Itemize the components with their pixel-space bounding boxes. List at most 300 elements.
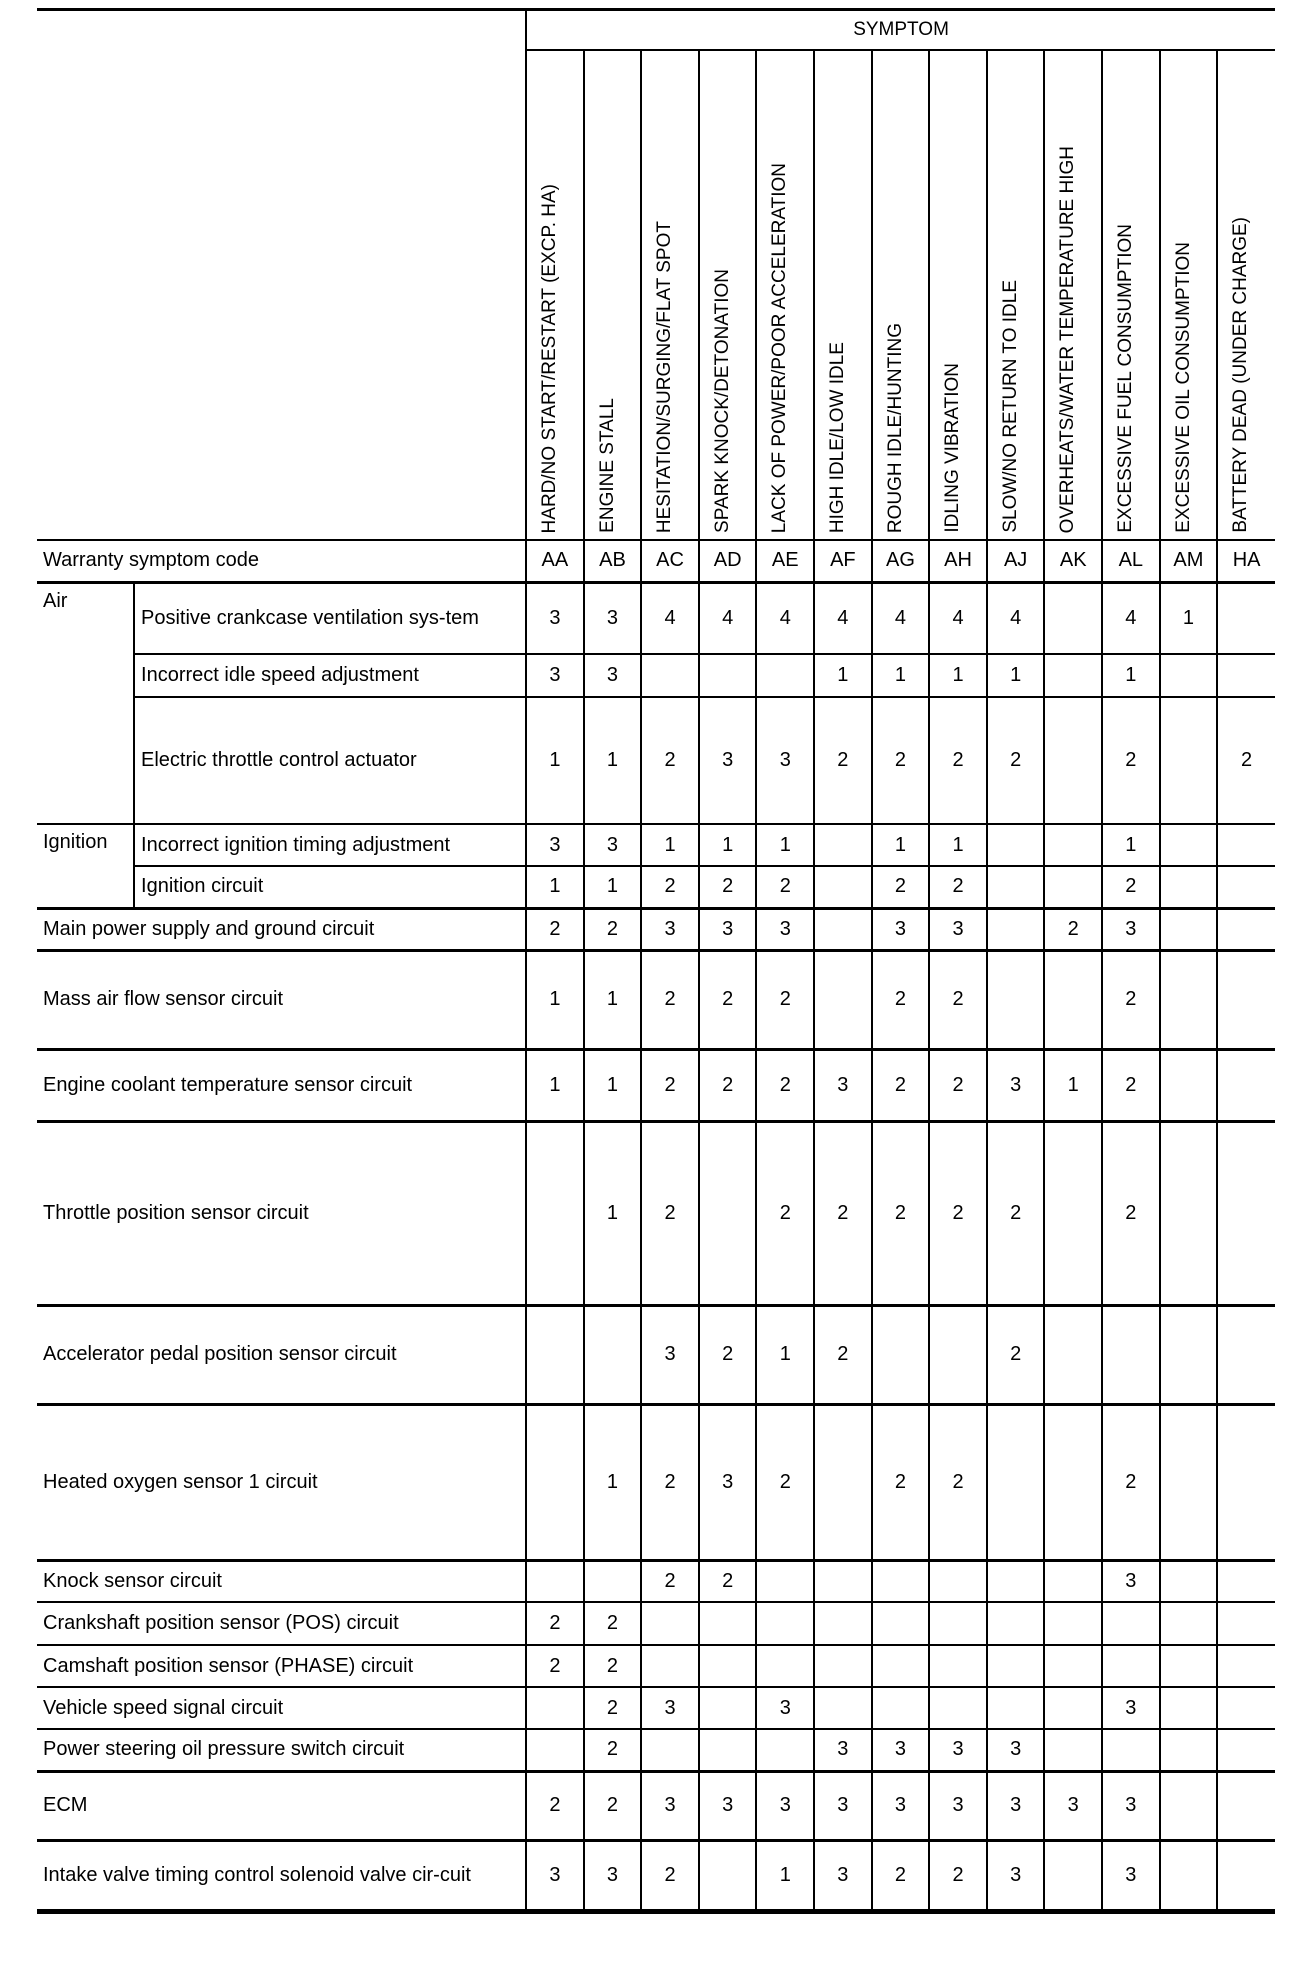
priority-cell: 4 bbox=[814, 582, 872, 654]
priority-cell: 2 bbox=[584, 1687, 642, 1729]
priority-cell: 3 bbox=[872, 1771, 930, 1840]
priority-cell: 2 bbox=[641, 866, 699, 908]
symptom-code: AG bbox=[872, 540, 930, 582]
priority-cell: 4 bbox=[929, 582, 987, 654]
priority-cell bbox=[1217, 824, 1275, 866]
priority-cell: 3 bbox=[526, 582, 584, 654]
priority-cell: 2 bbox=[584, 1602, 642, 1645]
item-label: Incorrect idle speed adjustment bbox=[134, 654, 526, 697]
item-label: Crankshaft position sensor (POS) circuit bbox=[37, 1602, 526, 1645]
table-row bbox=[37, 1840, 1275, 1911]
priority-cell: 3 bbox=[929, 908, 987, 950]
priority-cell bbox=[1102, 1729, 1160, 1771]
item-label: Incorrect ignition timing adjustment bbox=[134, 824, 526, 866]
table-row bbox=[37, 908, 1275, 950]
symptom-column-header bbox=[814, 50, 872, 540]
warranty-code-label: Warranty symptom code bbox=[37, 540, 526, 582]
priority-cell: 1 bbox=[929, 654, 987, 697]
priority-cell: 2 bbox=[872, 866, 930, 908]
priority-cell: 2 bbox=[987, 697, 1045, 824]
priority-cell bbox=[699, 1602, 757, 1645]
priority-cell bbox=[526, 1305, 584, 1404]
priority-cell: 2 bbox=[1044, 908, 1102, 950]
symptom-column-header bbox=[1160, 50, 1218, 540]
priority-cell: 2 bbox=[1102, 1049, 1160, 1121]
table-row bbox=[37, 950, 1275, 1049]
priority-cell: 4 bbox=[641, 582, 699, 654]
priority-cell: 3 bbox=[756, 1771, 814, 1840]
priority-cell bbox=[987, 1602, 1045, 1645]
priority-cell bbox=[814, 1602, 872, 1645]
priority-cell: 2 bbox=[814, 1305, 872, 1404]
item-label: Power steering oil pressure switch circuit bbox=[37, 1729, 526, 1771]
priority-cell bbox=[1217, 1729, 1275, 1771]
priority-cell: 3 bbox=[929, 1729, 987, 1771]
priority-cell: 3 bbox=[1102, 908, 1160, 950]
priority-cell: 2 bbox=[756, 866, 814, 908]
symptom-label: IDLING VIBRATION bbox=[942, 363, 964, 533]
priority-cell bbox=[1044, 1602, 1102, 1645]
symptom-label: BATTERY DEAD (UNDER CHARGE) bbox=[1230, 217, 1252, 533]
priority-cell: 2 bbox=[584, 1645, 642, 1687]
symptom-code: AM bbox=[1160, 540, 1218, 582]
priority-cell bbox=[756, 1729, 814, 1771]
priority-cell: 4 bbox=[872, 582, 930, 654]
priority-cell: 2 bbox=[756, 1121, 814, 1305]
table-row bbox=[37, 866, 1275, 908]
priority-cell bbox=[987, 950, 1045, 1049]
priority-cell: 2 bbox=[526, 1602, 584, 1645]
priority-cell bbox=[872, 1645, 930, 1687]
priority-cell bbox=[872, 1602, 930, 1645]
priority-cell: 1 bbox=[1102, 824, 1160, 866]
item-label: Main power supply and ground circuit bbox=[37, 908, 526, 950]
item-label: Vehicle speed signal circuit bbox=[37, 1687, 526, 1729]
priority-cell: 3 bbox=[641, 1305, 699, 1404]
priority-cell: 1 bbox=[756, 1305, 814, 1404]
symptom-column-header bbox=[756, 50, 814, 540]
item-label: Throttle position sensor circuit bbox=[37, 1121, 526, 1305]
priority-cell bbox=[1217, 1121, 1275, 1305]
priority-cell bbox=[1217, 1404, 1275, 1560]
symptom-label: LACK OF POWER/POOR ACCELERATION bbox=[769, 162, 791, 533]
priority-cell bbox=[1044, 654, 1102, 697]
priority-cell: 2 bbox=[1102, 950, 1160, 1049]
priority-cell: 2 bbox=[1102, 697, 1160, 824]
symptom-column-header bbox=[526, 50, 584, 540]
priority-cell bbox=[699, 654, 757, 697]
table-row bbox=[37, 1560, 1275, 1602]
symptom-label: HIGH IDLE/LOW IDLE bbox=[827, 341, 849, 533]
priority-cell bbox=[1160, 697, 1218, 824]
priority-cell bbox=[584, 1560, 642, 1602]
priority-cell bbox=[1044, 1645, 1102, 1687]
priority-cell bbox=[1160, 866, 1218, 908]
priority-cell bbox=[872, 1687, 930, 1729]
priority-cell bbox=[641, 1602, 699, 1645]
priority-cell: 1 bbox=[641, 824, 699, 866]
symptom-column-header bbox=[584, 50, 642, 540]
priority-cell: 3 bbox=[584, 1840, 642, 1911]
priority-cell bbox=[584, 1305, 642, 1404]
priority-cell: 2 bbox=[641, 1840, 699, 1911]
priority-cell bbox=[1160, 654, 1218, 697]
priority-cell: 3 bbox=[756, 908, 814, 950]
table-row bbox=[37, 1687, 1275, 1729]
symptom-label: HARD/NO START/RESTART (EXCP. HA) bbox=[539, 183, 561, 533]
priority-cell bbox=[1217, 866, 1275, 908]
priority-cell: 3 bbox=[641, 1687, 699, 1729]
priority-cell bbox=[1160, 1687, 1218, 1729]
priority-cell: 3 bbox=[1044, 1771, 1102, 1840]
item-label: Camshaft position sensor (PHASE) circuit bbox=[37, 1645, 526, 1687]
priority-cell bbox=[1160, 1404, 1218, 1560]
priority-cell bbox=[1044, 1729, 1102, 1771]
priority-cell: 2 bbox=[814, 1121, 872, 1305]
priority-cell bbox=[641, 1729, 699, 1771]
priority-cell bbox=[814, 950, 872, 1049]
priority-cell bbox=[1044, 1560, 1102, 1602]
priority-cell bbox=[1044, 582, 1102, 654]
priority-cell: 2 bbox=[929, 1404, 987, 1560]
priority-cell: 4 bbox=[987, 582, 1045, 654]
symptom-code: AF bbox=[814, 540, 872, 582]
priority-cell bbox=[987, 824, 1045, 866]
priority-cell bbox=[526, 1404, 584, 1560]
table-row bbox=[37, 697, 1275, 824]
priority-cell: 1 bbox=[929, 824, 987, 866]
priority-cell: 3 bbox=[699, 1404, 757, 1560]
item-label: Heated oxygen sensor 1 circuit bbox=[37, 1404, 526, 1560]
priority-cell: 1 bbox=[584, 950, 642, 1049]
item-label: Electric throttle control actuator bbox=[134, 697, 526, 824]
priority-cell: 1 bbox=[584, 697, 642, 824]
priority-cell: 3 bbox=[699, 1771, 757, 1840]
priority-cell bbox=[526, 1121, 584, 1305]
priority-cell bbox=[1217, 1305, 1275, 1404]
priority-cell bbox=[1217, 1602, 1275, 1645]
symptom-column-header bbox=[641, 50, 699, 540]
symptom-column-header bbox=[699, 50, 757, 540]
priority-cell: 3 bbox=[814, 1049, 872, 1121]
symptom-column-header bbox=[1044, 50, 1102, 540]
priority-cell bbox=[756, 1560, 814, 1602]
priority-cell: 3 bbox=[526, 824, 584, 866]
priority-cell: 2 bbox=[526, 1771, 584, 1840]
item-label: Knock sensor circuit bbox=[37, 1560, 526, 1602]
priority-cell: 2 bbox=[872, 1840, 930, 1911]
priority-cell: 1 bbox=[1044, 1049, 1102, 1121]
priority-cell bbox=[1102, 1602, 1160, 1645]
symptom-label: EXCESSIVE FUEL CONSUMPTION bbox=[1115, 224, 1137, 533]
table-row bbox=[37, 1602, 1275, 1645]
priority-cell bbox=[1217, 1560, 1275, 1602]
priority-cell bbox=[987, 1687, 1045, 1729]
symptom-code: AJ bbox=[987, 540, 1045, 582]
priority-cell bbox=[929, 1687, 987, 1729]
item-label: Intake valve timing control solenoid valve cir-cuit bbox=[37, 1840, 526, 1911]
symptom-label: ROUGH IDLE/HUNTING bbox=[884, 322, 906, 533]
priority-cell bbox=[987, 1645, 1045, 1687]
priority-cell: 1 bbox=[584, 1049, 642, 1121]
priority-cell: 2 bbox=[929, 1840, 987, 1911]
priority-cell: 3 bbox=[641, 1771, 699, 1840]
priority-cell bbox=[814, 866, 872, 908]
priority-cell: 2 bbox=[526, 1645, 584, 1687]
priority-cell: 2 bbox=[872, 950, 930, 1049]
symptom-title: SYMPTOM bbox=[526, 10, 1275, 51]
priority-cell: 2 bbox=[987, 1305, 1045, 1404]
table-row bbox=[37, 1049, 1275, 1121]
table-row bbox=[37, 1771, 1275, 1840]
priority-cell: 2 bbox=[1217, 697, 1275, 824]
priority-cell bbox=[526, 1560, 584, 1602]
symptom-label: ENGINE STALL bbox=[596, 398, 618, 533]
priority-cell bbox=[526, 1729, 584, 1771]
priority-cell: 2 bbox=[699, 1049, 757, 1121]
priority-cell: 1 bbox=[814, 654, 872, 697]
priority-cell: 3 bbox=[987, 1771, 1045, 1840]
priority-cell: 1 bbox=[526, 950, 584, 1049]
priority-cell: 2 bbox=[872, 1121, 930, 1305]
priority-cell bbox=[987, 866, 1045, 908]
priority-cell bbox=[1160, 1602, 1218, 1645]
table-row bbox=[37, 1729, 1275, 1771]
priority-cell bbox=[699, 1645, 757, 1687]
table-row bbox=[37, 654, 1275, 697]
priority-cell bbox=[987, 1404, 1045, 1560]
symptom-column-header bbox=[872, 50, 930, 540]
priority-cell: 3 bbox=[699, 697, 757, 824]
priority-cell: 3 bbox=[987, 1840, 1045, 1911]
priority-cell: 2 bbox=[1102, 1121, 1160, 1305]
priority-cell bbox=[1160, 1771, 1218, 1840]
priority-cell: 2 bbox=[641, 1121, 699, 1305]
table-row bbox=[37, 1645, 1275, 1687]
priority-cell: 1 bbox=[872, 824, 930, 866]
priority-cell bbox=[929, 1560, 987, 1602]
priority-cell bbox=[814, 1645, 872, 1687]
priority-cell bbox=[814, 824, 872, 866]
priority-cell bbox=[1160, 1729, 1218, 1771]
priority-cell: 2 bbox=[756, 1049, 814, 1121]
priority-cell bbox=[1217, 582, 1275, 654]
priority-cell: 3 bbox=[584, 824, 642, 866]
priority-cell: 2 bbox=[872, 697, 930, 824]
priority-cell: 3 bbox=[872, 908, 930, 950]
priority-cell bbox=[814, 1560, 872, 1602]
item-label: Positive crankcase ventilation sys-tem bbox=[134, 582, 526, 654]
priority-cell: 3 bbox=[699, 908, 757, 950]
header-corner bbox=[37, 10, 526, 541]
priority-cell: 4 bbox=[756, 582, 814, 654]
priority-cell: 4 bbox=[699, 582, 757, 654]
priority-cell: 1 bbox=[584, 1404, 642, 1560]
priority-cell bbox=[1160, 824, 1218, 866]
priority-cell bbox=[756, 654, 814, 697]
priority-cell: 2 bbox=[1102, 1404, 1160, 1560]
symptom-label: SPARK KNOCK/DETONATION bbox=[711, 269, 733, 533]
priority-cell: 3 bbox=[1102, 1840, 1160, 1911]
priority-cell bbox=[1044, 697, 1102, 824]
symptom-column-header bbox=[987, 50, 1045, 540]
priority-cell: 2 bbox=[1102, 866, 1160, 908]
priority-cell bbox=[1160, 1645, 1218, 1687]
priority-cell: 2 bbox=[987, 1121, 1045, 1305]
priority-cell: 2 bbox=[929, 950, 987, 1049]
symptom-code: AC bbox=[641, 540, 699, 582]
priority-cell: 3 bbox=[584, 582, 642, 654]
table-row bbox=[37, 1305, 1275, 1404]
symptom-code: AL bbox=[1102, 540, 1160, 582]
table-row bbox=[37, 582, 1275, 654]
symptom-column-header bbox=[929, 50, 987, 540]
priority-cell: 1 bbox=[526, 697, 584, 824]
priority-cell: 2 bbox=[526, 908, 584, 950]
priority-cell bbox=[1160, 1121, 1218, 1305]
priority-cell bbox=[699, 1729, 757, 1771]
priority-cell bbox=[699, 1840, 757, 1911]
priority-cell bbox=[699, 1121, 757, 1305]
priority-cell: 1 bbox=[872, 654, 930, 697]
symptom-code: AH bbox=[929, 540, 987, 582]
priority-cell bbox=[1044, 950, 1102, 1049]
symptom-code: AA bbox=[526, 540, 584, 582]
priority-cell: 2 bbox=[814, 697, 872, 824]
priority-cell bbox=[872, 1560, 930, 1602]
priority-cell: 1 bbox=[1160, 582, 1218, 654]
priority-cell: 3 bbox=[526, 654, 584, 697]
priority-cell bbox=[1044, 866, 1102, 908]
priority-cell: 2 bbox=[584, 1771, 642, 1840]
table-row bbox=[37, 824, 1275, 866]
priority-cell: 2 bbox=[641, 1404, 699, 1560]
priority-cell: 1 bbox=[526, 866, 584, 908]
priority-cell bbox=[699, 1687, 757, 1729]
priority-cell: 3 bbox=[1102, 1560, 1160, 1602]
priority-cell bbox=[872, 1305, 930, 1404]
priority-cell: 1 bbox=[526, 1049, 584, 1121]
priority-cell bbox=[641, 1645, 699, 1687]
priority-cell: 2 bbox=[641, 1049, 699, 1121]
symptom-code: AD bbox=[699, 540, 757, 582]
priority-cell: 2 bbox=[699, 1305, 757, 1404]
symptom-column-header bbox=[1217, 50, 1275, 540]
symptom-code: HA bbox=[1217, 540, 1275, 582]
priority-cell: 3 bbox=[1102, 1687, 1160, 1729]
priority-cell: 3 bbox=[1102, 1771, 1160, 1840]
priority-cell bbox=[1217, 1645, 1275, 1687]
symptom-diagnosis-table bbox=[37, 8, 1275, 1914]
priority-cell bbox=[1044, 824, 1102, 866]
priority-cell: 2 bbox=[641, 697, 699, 824]
priority-cell: 3 bbox=[756, 697, 814, 824]
priority-cell: 2 bbox=[756, 1404, 814, 1560]
priority-cell: 3 bbox=[929, 1771, 987, 1840]
priority-cell: 2 bbox=[929, 866, 987, 908]
priority-cell: 1 bbox=[1102, 654, 1160, 697]
item-label: ECM bbox=[37, 1771, 526, 1840]
group-label: Ignition bbox=[37, 824, 134, 908]
priority-cell: 3 bbox=[987, 1729, 1045, 1771]
priority-cell bbox=[987, 908, 1045, 950]
priority-cell bbox=[1160, 1560, 1218, 1602]
priority-cell bbox=[1217, 1687, 1275, 1729]
priority-cell: 1 bbox=[699, 824, 757, 866]
priority-cell: 2 bbox=[584, 908, 642, 950]
priority-cell: 2 bbox=[641, 1560, 699, 1602]
priority-cell: 3 bbox=[814, 1840, 872, 1911]
priority-cell: 2 bbox=[929, 1121, 987, 1305]
priority-cell bbox=[1160, 1049, 1218, 1121]
item-label: Mass air flow sensor circuit bbox=[37, 950, 526, 1049]
priority-cell: 3 bbox=[814, 1771, 872, 1840]
priority-cell: 1 bbox=[584, 866, 642, 908]
priority-cell bbox=[1160, 1305, 1218, 1404]
priority-cell bbox=[929, 1602, 987, 1645]
group-label: Air bbox=[37, 582, 134, 824]
priority-cell bbox=[526, 1687, 584, 1729]
priority-cell bbox=[814, 1687, 872, 1729]
priority-cell bbox=[756, 1602, 814, 1645]
priority-cell bbox=[1217, 654, 1275, 697]
priority-cell bbox=[1044, 1121, 1102, 1305]
priority-cell bbox=[756, 1645, 814, 1687]
priority-cell bbox=[1160, 950, 1218, 1049]
priority-cell bbox=[1044, 1404, 1102, 1560]
priority-cell bbox=[814, 1404, 872, 1560]
priority-cell bbox=[1044, 1305, 1102, 1404]
priority-cell: 3 bbox=[641, 908, 699, 950]
priority-cell bbox=[1217, 950, 1275, 1049]
priority-cell bbox=[1102, 1645, 1160, 1687]
priority-cell: 2 bbox=[872, 1404, 930, 1560]
priority-cell: 3 bbox=[526, 1840, 584, 1911]
priority-cell: 2 bbox=[584, 1729, 642, 1771]
priority-cell bbox=[987, 1560, 1045, 1602]
symptom-code: AE bbox=[756, 540, 814, 582]
priority-cell: 2 bbox=[929, 1049, 987, 1121]
symptom-label: SLOW/NO RETURN TO IDLE bbox=[999, 280, 1021, 533]
item-label: Engine coolant temperature sensor circuit bbox=[37, 1049, 526, 1121]
priority-cell bbox=[1217, 1771, 1275, 1840]
priority-cell: 2 bbox=[641, 950, 699, 1049]
priority-cell: 1 bbox=[584, 1121, 642, 1305]
priority-cell: 3 bbox=[987, 1049, 1045, 1121]
priority-cell: 2 bbox=[872, 1049, 930, 1121]
priority-cell bbox=[929, 1645, 987, 1687]
item-label: Ignition circuit bbox=[134, 866, 526, 908]
priority-cell: 3 bbox=[814, 1729, 872, 1771]
symptom-label: HESITATION/SURGING/FLAT SPOT bbox=[654, 220, 676, 533]
symptom-label: EXCESSIVE OIL CONSUMPTION bbox=[1172, 242, 1194, 533]
symptom-label: OVERHEATS/WATER TEMPERATURE HIGH bbox=[1057, 145, 1079, 533]
priority-cell: 3 bbox=[872, 1729, 930, 1771]
table-row bbox=[37, 1404, 1275, 1560]
priority-cell: 1 bbox=[987, 654, 1045, 697]
symptom-column-header bbox=[1102, 50, 1160, 540]
priority-cell: 2 bbox=[756, 950, 814, 1049]
priority-cell: 2 bbox=[929, 697, 987, 824]
symptom-code: AB bbox=[584, 540, 642, 582]
priority-cell bbox=[1044, 1687, 1102, 1729]
table-row bbox=[37, 1121, 1275, 1305]
priority-cell: 3 bbox=[756, 1687, 814, 1729]
priority-cell bbox=[814, 908, 872, 950]
priority-cell: 2 bbox=[699, 950, 757, 1049]
priority-cell: 4 bbox=[1102, 582, 1160, 654]
priority-cell: 2 bbox=[699, 1560, 757, 1602]
